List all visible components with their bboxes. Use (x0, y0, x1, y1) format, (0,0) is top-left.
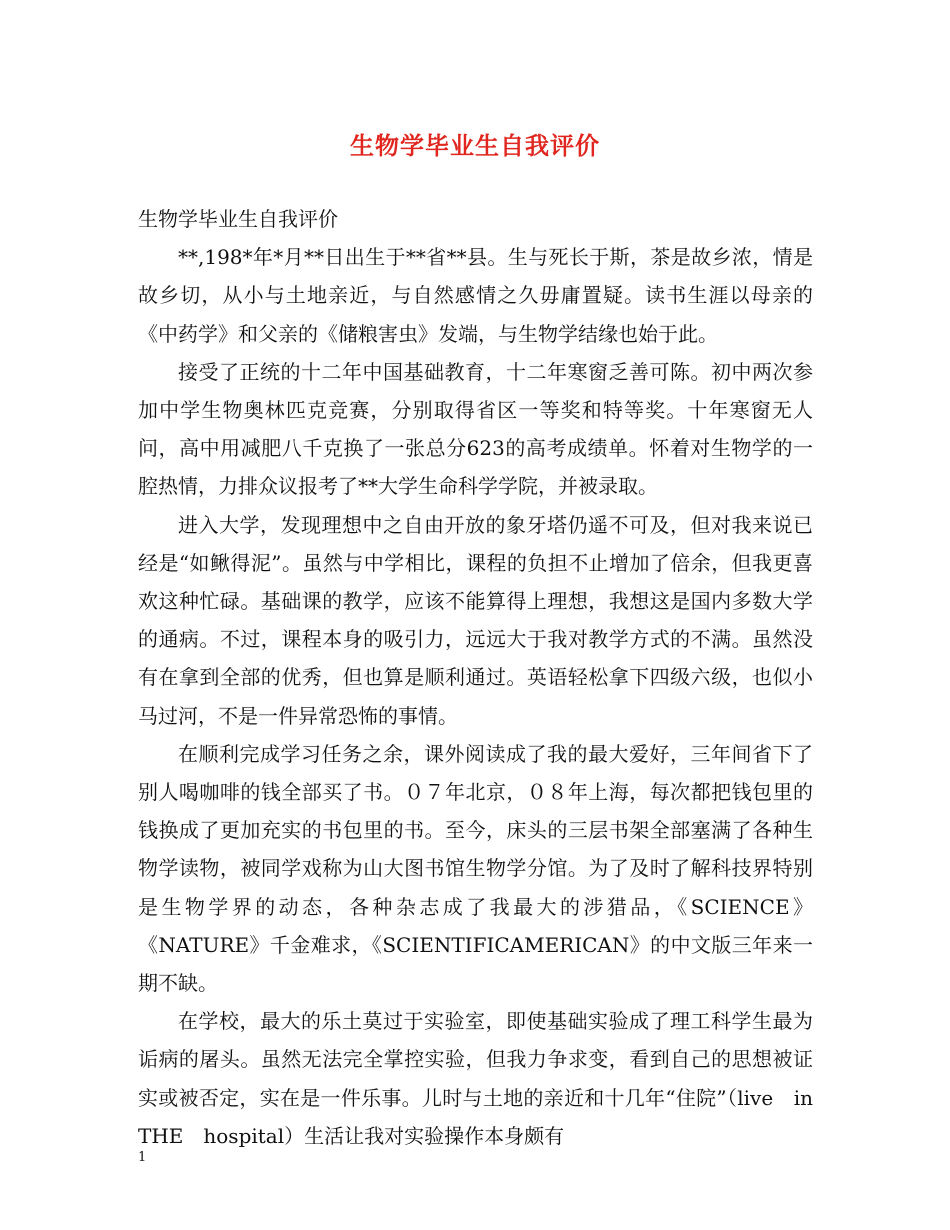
page-number: 1 (138, 1150, 147, 1165)
paragraph-4: 在顺利完成学习任务之余，课外阅读成了我的最大爱好，三年间省下了别人喝咖啡的钱全部买了书。０７年北京，０８年上海，每次都把钱包里的钱换成了更加充实的书包里的书。至今，床头的三层书架全部塞满了各种生物学读物，被同学戏称为山大图书馆生物学分馆。为了及时了解科技界特别是生物学界的动态，各种杂志成了我最大的涉猎品，《SCIENCE》《NATURE》千金难求，《SCIENTIFICAMERICAN》的中文版三年来一期不缺。 (138, 741, 813, 996)
paragraph-2: 接受了正统的十二年中国基础教育，十二年寒窗乏善可陈。初中两次参加中学生物奥林匹克竞赛，分别取得省区一等奖和特等奖。十年寒窗无人问，高中用减肥八千克换了一张总分623的高考成绩单。怀着对生物学的一腔热情，力排众议报考了**大学生命科学学院，并被录取。 (138, 359, 813, 499)
paragraph-3: 进入大学，发现理想中之自由开放的象牙塔仍遥不可及，但对我来说已经是“如鳅得泥”。虽然与中学相比，课程的负担不止增加了倍余，但我更喜欢这种忙碌。基础课的教学，应该不能算得上理想，我想这是国内多数大学的通病。不过，课程本身的吸引力，远远大于我对教学方式的不满。虽然没有在拿到全部的优秀，但也算是顺利通过。英语轻松拿下四级六级，也似小马过河，不是一件异常恐怖的事情。 (138, 512, 813, 728)
paragraph-5: 在学校，最大的乐土莫过于实验室，即使基础实验成了理工科学生最为诟病的屠头。虽然无法完全掌控实验，但我力争求变，看到自己的思想被证实或被否定，实在是一件乐事。儿时与土地的亲近和十几年“住院”（live in THE hospital）生活让我对实验操作本身颇有 (138, 1009, 833, 1148)
document-body (138, 200, 833, 1155)
paragraph-1: **,198*年*月**日出生于**省**县。生与死长于斯，茶是故乡浓，情是故乡切，从小与土地亲近，与自然感情之久毋庸置疑。读书生涯以母亲的《中药学》和父亲的《储粮害虫》发端，与生物学结缘也始于此。 (138, 245, 813, 346)
document-title: 生物学毕业生自我评价 (350, 131, 600, 160)
document-subtitle: 生物学毕业生自我评价 (138, 207, 338, 231)
